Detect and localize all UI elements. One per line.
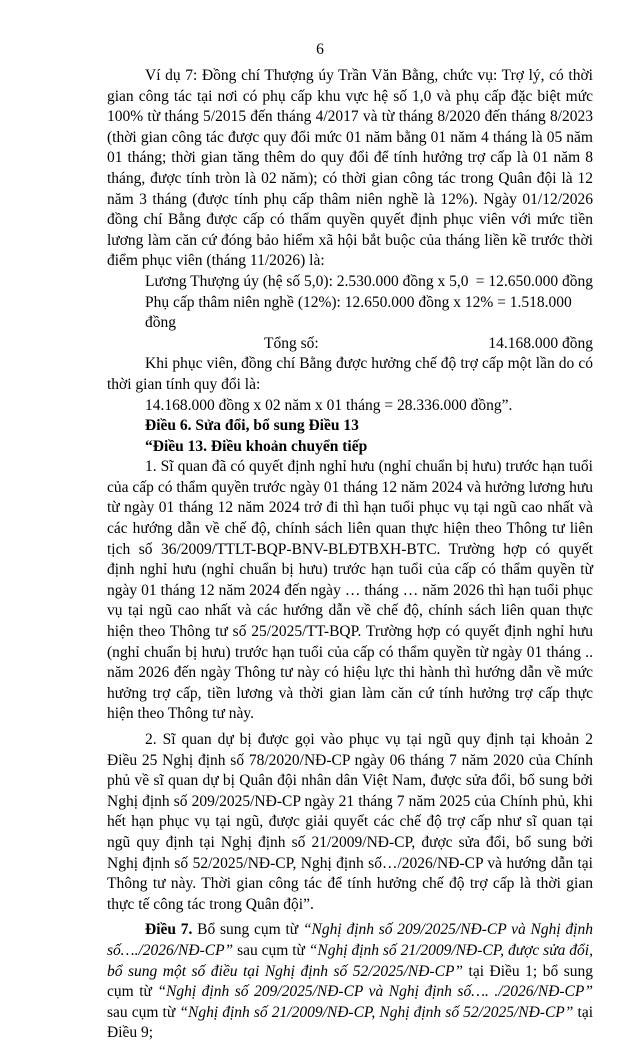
article-13-heading: “Điều 13. Điều khoản chuyển tiếp [145,437,368,455]
salary-line [107,272,593,293]
retirement-paragraph: Khi phục viên, đồng chí Bằng được hưởng chế độ trợ cấp một lần do có thời gian tính quy đổi là: [107,355,593,393]
salary-label: Lương Thượng úy (hệ số 5,0): 2.530.000 đồng x 5,0 [145,272,469,290]
page-number: 6 [316,41,324,58]
example-7-paragraph: Ví dụ 7: Đồng chí Thượng úy Trần Văn Bằng, chức vụ: Trợ lý, có thời gian công tác tại nơi có phụ cấp khu vực hệ số 1,0 và phụ cấp đặc biệt mức 100% từ tháng 5/2015 đến tháng 4/2017 và từ tháng 8/2020 đến tháng 8/2023 (thời gian công tác được quy đổi mức 01 năm bằng 01 năm 4 tháng là 05 năm 01 tháng; thời gian tăng thêm do quy đổi để tính hưởng trợ cấp là 01 năm 8 tháng, được tính tròn là 02 năm); có thời gian công tác trong Quân đội là 12 năm 3 tháng (được tính phụ cấp thâm niên nghề là 12%). Ngày 01/12/2026 đồng chí Bằng được cấp có thẩm quyền quyết định phục viên với mức tiền lương làm căn cứ đóng bảo hiểm xã hội bắt buộc của tháng liền kề trước thời điểm phục viên (tháng 11/2026) là: [107,67,593,270]
document-body [107,66,593,1044]
total-value: 14.168.000 đồng [488,334,593,352]
seniority-allowance-line: Phụ cấp thâm niên nghề (12%): 12.650.000 đồng x 12% = 1.518.000 đồng [145,293,572,332]
clause-2-paragraph: 2. Sĩ quan dự bị được gọi vào phục vụ tại ngũ quy định tại khoản 2 Điều 25 Nghị định số 78/2020/NĐ-CP ngày 06 tháng 7 năm 2020 của Chính phủ về sĩ quan dự bị Quân đội nhân dân Việt Nam, được sửa đổi, bổ sung bởi Nghị định số 209/2025/NĐ-CP ngày 21 tháng 7 năm 2025 của Chính phủ, khi hết hạn phục vụ tại ngũ, được giải quyết các chế độ trợ cấp như sĩ quan tại ngũ quy định tại Nghị định số 21/2009/NĐ-CP, được sửa đổi, bổ sung bởi Nghị định số 52/2025/NĐ-CP, Nghị định số…/2026/NĐ-CP và hướng dẫn tại Thông tư này. Thời gian công tác để tính hưởng chế độ trợ cấp là thời gian thực tế công tác trong Quân đội”. [107,731,593,913]
salary-value: = 12.650.000 đồng [475,272,593,290]
article-7-label: Điều 7. [145,921,193,939]
total-label: Tổng số: [264,334,319,352]
article-7-paragraph: Điều 7. Bổ sung cụm từ “Nghị định số 209/2025/NĐ-CP và Nghị định số…./2026/NĐ-CP” sau cụm từ “Nghị định số 21/2009/NĐ-CP, được sửa đổi, bổ sung một số điều tại Nghị định số 52/2025/NĐ-CP” tại Điều 1; bổ sung cụm từ “Nghị định số 209/2025/NĐ-CP và Nghị định số…. ./2026/NĐ-CP” sau cụm từ “Nghị định số 21/2009/NĐ-CP, Nghị định số 52/2025/NĐ-CP” tại Điều 9; [107,921,594,1042]
total-line [107,334,593,355]
article-6-heading: Điều 6. Sửa đổi, bổ sung Điều 13 [145,417,359,435]
clause-1-paragraph: 1. Sĩ quan đã có quyết định nghỉ hưu (nghỉ chuẩn bị hưu) trước hạn tuổi của cấp có thẩm quyền trước ngày 01 tháng 12 năm 2024 và hưởng lương hưu từ ngày 01 tháng 12 năm 2024 trở đi thì hạn tuổi phục vụ tại ngũ cao nhất và các hướng dẫn về chế độ, chính sách liên quan thực hiện theo Thông tư liên tịch số 36/2009/TTLT-BQP-BNV-BLĐTBXH-BTC. Trường hợp có quyết định nghỉ hưu (nghỉ chuẩn bị hưu) trước hạn tuổi của cấp có thẩm quyền từ ngày 01 tháng 12 năm 2024 đến ngày … tháng … năm 2026 thì hạn tuổi phục vụ tại ngũ cao nhất và các hướng dẫn về chế độ, chính sách liên quan thực hiện theo Thông tư số 25/2025/TT-BQP. Trường hợp có quyết định nghỉ hưu (nghỉ chuẩn bị hưu) trước hạn tuổi của cấp có thẩm quyền từ ngày 01 tháng .. năm 2026 đến ngày Thông tư này có hiệu lực thi hành thì hướng dẫn về mức hưởng trợ cấp, tiền lương và thời gian làm căn cứ tính hưởng trợ cấp thực hiện theo Thông tư này. [107,458,593,723]
retirement-calculation: 14.168.000 đồng x 02 năm x 01 tháng = 28.336.000 đồng”. [145,396,513,414]
